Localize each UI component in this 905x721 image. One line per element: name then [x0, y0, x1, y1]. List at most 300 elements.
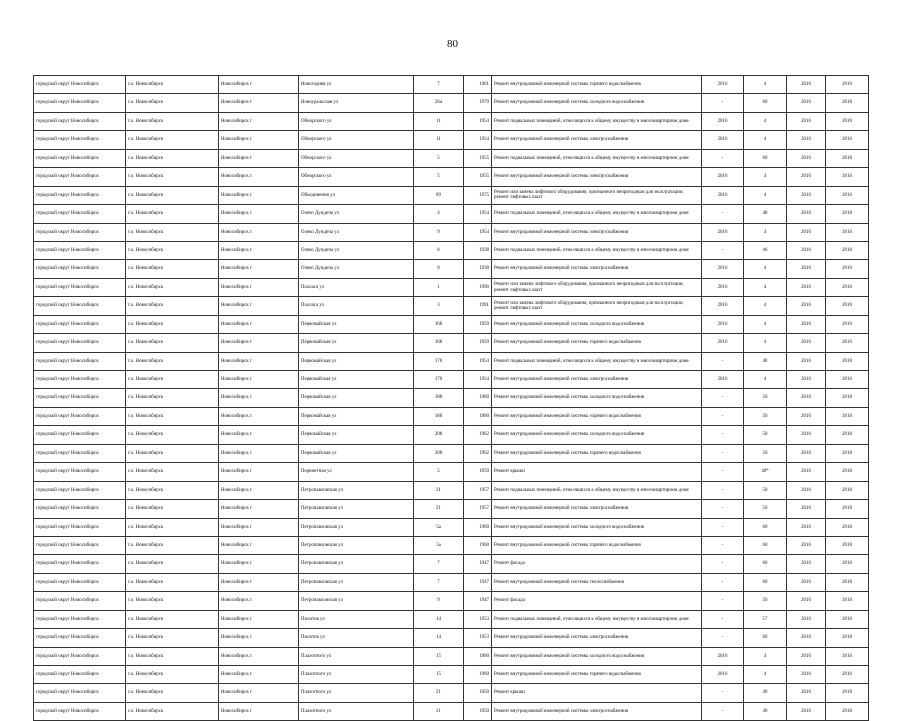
table-row — [34, 536, 869, 554]
build-year-cell: 1959 — [464, 334, 492, 352]
city-district-cell: г.о. Новосибирск — [126, 205, 219, 223]
locality-cell: Новосибирск г — [219, 94, 299, 112]
house-number-cell: 21 — [414, 500, 464, 518]
end-year-cell: 2016 — [826, 315, 869, 333]
end-year-cell: 2016 — [826, 168, 869, 186]
work-type-cell: Ремонт подвальных помещений, относящихся к общему имуществу в многоквартирном доме — [492, 205, 702, 223]
build-year-cell: 1990 — [464, 278, 492, 296]
work-type-cell: Ремонт подвальных помещений, относящихся к общему имуществу в многоквартирном доме — [492, 352, 702, 370]
work-type-cell: Ремонт подвальных помещений, относящихся к общему имуществу в многоквартирном доме — [492, 149, 702, 167]
municipality-cell: городской округ Новосибирск — [34, 371, 126, 389]
end-year-cell: 2016 — [826, 297, 869, 315]
table-row — [34, 315, 869, 333]
end-year-cell: 2018 — [826, 684, 869, 702]
build-year-cell: 1954 — [464, 131, 492, 149]
table-row — [34, 297, 869, 315]
work-type-cell: Ремонт подвальных помещений, относящихся к общему имуществу в многоквартирном доме — [492, 481, 702, 499]
locality-cell: Новосибирск г — [219, 702, 299, 720]
end-year-cell: 2018 — [826, 352, 869, 370]
plan-cost-cell: 2016 — [702, 666, 744, 684]
end-year-cell: 2016 — [826, 223, 869, 241]
street-cell: Петропавловская ул — [299, 500, 414, 518]
table-row — [34, 149, 869, 167]
quantity-cell: 60 — [744, 536, 787, 554]
locality-cell: Новосибирск г — [219, 610, 299, 628]
end-year-cell: 2016 — [826, 186, 869, 204]
build-year-cell: 1975 — [464, 186, 492, 204]
street-cell: Первомайская ул — [299, 407, 414, 425]
quantity-cell: 4 — [744, 371, 787, 389]
end-year-cell: 2016 — [826, 666, 869, 684]
start-year-cell: 2016 — [787, 352, 826, 370]
street-cell: Новогодняя ул — [299, 76, 414, 94]
house-number-cell: 170 — [414, 371, 464, 389]
plan-cost-cell: - — [702, 352, 744, 370]
locality-cell: Новосибирск г — [219, 315, 299, 333]
table-row — [34, 518, 869, 536]
start-year-cell: 2016 — [787, 260, 826, 278]
city-district-cell: г.о. Новосибирск — [126, 131, 219, 149]
quantity-cell: 4 — [744, 278, 787, 296]
street-cell: Палласа ул — [299, 297, 414, 315]
street-cell: Плахотного ул — [299, 666, 414, 684]
municipality-cell: городской округ Новосибирск — [34, 518, 126, 536]
municipality-cell: городской округ Новосибирск — [34, 629, 126, 647]
locality-cell: Новосибирск г — [219, 131, 299, 149]
house-number-cell: 5а — [414, 536, 464, 554]
city-district-cell: г.о. Новосибирск — [126, 149, 219, 167]
street-cell: Новоуральская ул — [299, 94, 414, 112]
municipality-cell: городской округ Новосибирск — [34, 444, 126, 462]
quantity-cell: 4 — [744, 647, 787, 665]
plan-cost-cell: - — [702, 500, 744, 518]
table-row — [34, 629, 869, 647]
start-year-cell: 2016 — [787, 131, 826, 149]
plan-cost-cell: - — [702, 407, 744, 425]
start-year-cell: 2016 — [787, 241, 826, 259]
work-type-cell: Ремонт крыши — [492, 463, 702, 481]
build-year-cell: 1979 — [464, 94, 492, 112]
municipality-cell: городской округ Новосибирск — [34, 426, 126, 444]
house-number-cell: 1 — [414, 278, 464, 296]
quantity-cell: 49 — [744, 684, 787, 702]
municipality-cell: городской округ Новосибирск — [34, 592, 126, 610]
quantity-cell: 50 — [744, 444, 787, 462]
end-year-cell: 2018 — [826, 573, 869, 591]
house-number-cell: 9 — [414, 223, 464, 241]
start-year-cell: 2016 — [787, 149, 826, 167]
municipality-cell: городской округ Новосибирск — [34, 334, 126, 352]
end-year-cell: 2016 — [826, 260, 869, 278]
start-year-cell: 2016 — [787, 94, 826, 112]
locality-cell: Новосибирск г — [219, 647, 299, 665]
municipality-cell: городской округ Новосибирск — [34, 407, 126, 425]
municipality-cell: городской округ Новосибирск — [34, 702, 126, 720]
build-year-cell: 1960 — [464, 407, 492, 425]
street-cell: Обнорского ул — [299, 112, 414, 130]
locality-cell: Новосибирск г — [219, 297, 299, 315]
plan-cost-cell: 2016 — [702, 371, 744, 389]
table-row — [34, 352, 869, 370]
work-type-cell: Ремонт или замена лифтового оборудования, признанного непригодным для эксплуатации, ремонт лифтовых шахт — [492, 297, 702, 315]
quantity-cell: 4 — [744, 666, 787, 684]
quantity-cell: 50 — [744, 592, 787, 610]
build-year-cell: 1959 — [464, 463, 492, 481]
plan-cost-cell: - — [702, 241, 744, 259]
work-type-cell: Ремонт внутридомовой инженерной системы горячего водоснабжения — [492, 536, 702, 554]
city-district-cell: г.о. Новосибирск — [126, 94, 219, 112]
locality-cell: Новосибирск г — [219, 555, 299, 573]
quantity-cell: 60 — [744, 629, 787, 647]
city-district-cell: г.о. Новосибирск — [126, 389, 219, 407]
city-district-cell: г.о. Новосибирск — [126, 426, 219, 444]
plan-cost-cell: - — [702, 702, 744, 720]
city-district-cell: г.о. Новосибирск — [126, 168, 219, 186]
house-number-cell: 11 — [414, 131, 464, 149]
work-type-cell: Ремонт внутридомовой инженерной системы горячего водоснабжения — [492, 407, 702, 425]
house-number-cell: 15 — [414, 647, 464, 665]
plan-cost-cell: - — [702, 463, 744, 481]
plan-cost-cell: - — [702, 684, 744, 702]
municipality-cell: городской округ Новосибирск — [34, 112, 126, 130]
table-row — [34, 131, 869, 149]
quantity-cell: 4 — [744, 334, 787, 352]
municipality-cell: городской округ Новосибирск — [34, 297, 126, 315]
start-year-cell: 2016 — [787, 168, 826, 186]
house-number-cell: 14 — [414, 629, 464, 647]
municipality-cell: городской округ Новосибирск — [34, 241, 126, 259]
city-district-cell: г.о. Новосибирск — [126, 352, 219, 370]
table-row — [34, 168, 869, 186]
municipality-cell: городской округ Новосибирск — [34, 389, 126, 407]
quantity-cell: 40* — [744, 463, 787, 481]
plan-cost-cell: 2016 — [702, 186, 744, 204]
city-district-cell: г.о. Новосибирск — [126, 463, 219, 481]
locality-cell: Новосибирск г — [219, 149, 299, 167]
build-year-cell: 1961 — [464, 76, 492, 94]
locality-cell: Новосибирск г — [219, 536, 299, 554]
table-row — [34, 278, 869, 296]
quantity-cell: 50 — [744, 407, 787, 425]
plan-cost-cell: - — [702, 610, 744, 628]
build-year-cell: 1953 — [464, 610, 492, 628]
quantity-cell: 60 — [744, 555, 787, 573]
house-number-cell: 168 — [414, 315, 464, 333]
street-cell: Петропавловская ул — [299, 555, 414, 573]
start-year-cell: 2016 — [787, 389, 826, 407]
end-year-cell: 2018 — [826, 555, 869, 573]
work-type-cell: Ремонт или замена лифтового оборудования, признанного непригодным для эксплуатации, ремонт лифтовых шахт — [492, 278, 702, 296]
table-body — [34, 76, 869, 721]
table-row — [34, 592, 869, 610]
table-row — [34, 334, 869, 352]
table-row — [34, 684, 869, 702]
table-row — [34, 573, 869, 591]
plan-cost-cell: 2016 — [702, 315, 744, 333]
work-type-cell: Ремонт внутридомовой инженерной системы холодного водоснабжения — [492, 389, 702, 407]
house-number-cell: 4 — [414, 205, 464, 223]
municipality-cell: городской округ Новосибирск — [34, 168, 126, 186]
end-year-cell: 2018 — [826, 610, 869, 628]
house-number-cell: 8 — [414, 260, 464, 278]
city-district-cell: г.о. Новосибирск — [126, 555, 219, 573]
end-year-cell: 2018 — [826, 407, 869, 425]
quantity-cell: 46 — [744, 241, 787, 259]
house-number-cell: 14 — [414, 610, 464, 628]
municipality-cell: городской округ Новосибирск — [34, 205, 126, 223]
build-year-cell: 1947 — [464, 592, 492, 610]
house-number-cell: 26а — [414, 94, 464, 112]
table-row — [34, 610, 869, 628]
work-type-cell: Ремонт внутридомовой инженерной системы горячего водоснабжения — [492, 76, 702, 94]
plan-cost-cell: 2016 — [702, 76, 744, 94]
locality-cell: Новосибирск г — [219, 500, 299, 518]
plan-cost-cell: 2016 — [702, 278, 744, 296]
house-number-cell: 7 — [414, 76, 464, 94]
table-row — [34, 555, 869, 573]
work-type-cell: Ремонт или замена лифтового оборудования, признанного непригодным для эксплуатации, ремонт лифтовых шахт — [492, 186, 702, 204]
plan-cost-cell: 2016 — [702, 131, 744, 149]
house-number-cell: 188 — [414, 407, 464, 425]
table-row — [34, 426, 869, 444]
locality-cell: Новосибирск г — [219, 241, 299, 259]
start-year-cell: 2016 — [787, 426, 826, 444]
start-year-cell: 2016 — [787, 334, 826, 352]
table-row — [34, 407, 869, 425]
locality-cell: Новосибирск г — [219, 407, 299, 425]
table-row — [34, 647, 869, 665]
municipality-cell: городской округ Новосибирск — [34, 352, 126, 370]
build-year-cell: 1991 — [464, 297, 492, 315]
work-type-cell: Ремонт внутридомовой инженерной системы горячего водоснабжения — [492, 444, 702, 462]
city-district-cell: г.о. Новосибирск — [126, 334, 219, 352]
locality-cell: Новосибирск г — [219, 444, 299, 462]
city-district-cell: г.о. Новосибирск — [126, 500, 219, 518]
end-year-cell: 2016 — [826, 112, 869, 130]
quantity-cell: 60 — [744, 518, 787, 536]
start-year-cell: 2016 — [787, 573, 826, 591]
work-type-cell: Ремонт внутридомовой инженерной системы электроснабжения — [492, 223, 702, 241]
street-cell: Олеко Дундича ул — [299, 260, 414, 278]
locality-cell: Новосибирск г — [219, 389, 299, 407]
work-type-cell: Ремонт внутридомовой инженерной системы электроснабжения — [492, 702, 702, 720]
quantity-cell: 4 — [744, 186, 787, 204]
plan-cost-cell: 2016 — [702, 260, 744, 278]
street-cell: Пилотов ул — [299, 610, 414, 628]
start-year-cell: 2016 — [787, 536, 826, 554]
street-cell: Плахотного ул — [299, 647, 414, 665]
locality-cell: Новосибирск г — [219, 573, 299, 591]
street-cell: Обнорского ул — [299, 131, 414, 149]
start-year-cell: 2016 — [787, 684, 826, 702]
locality-cell: Новосибирск г — [219, 205, 299, 223]
start-year-cell: 2016 — [787, 702, 826, 720]
table-row — [34, 112, 869, 130]
table-row — [34, 389, 869, 407]
quantity-cell: 50 — [744, 426, 787, 444]
house-number-cell: 21 — [414, 702, 464, 720]
start-year-cell: 2016 — [787, 186, 826, 204]
build-year-cell: 1938 — [464, 241, 492, 259]
build-year-cell: 1960 — [464, 647, 492, 665]
work-type-cell: Ремонт фасада — [492, 555, 702, 573]
end-year-cell: 2016 — [826, 334, 869, 352]
street-cell: Объединения ул — [299, 186, 414, 204]
municipality-cell: городской округ Новосибирск — [34, 76, 126, 94]
locality-cell: Новосибирск г — [219, 426, 299, 444]
plan-cost-cell: 2016 — [702, 647, 744, 665]
build-year-cell: 1950 — [464, 684, 492, 702]
work-type-cell: Ремонт внутридомовой инженерной системы горячего водоснабжения — [492, 666, 702, 684]
work-type-cell: Ремонт внутридомовой инженерной системы электроснабжения — [492, 168, 702, 186]
table-row — [34, 444, 869, 462]
build-year-cell: 1960 — [464, 536, 492, 554]
quantity-cell: 60 — [744, 573, 787, 591]
locality-cell: Новосибирск г — [219, 186, 299, 204]
build-year-cell: 1954 — [464, 112, 492, 130]
house-number-cell: 5 — [414, 168, 464, 186]
quantity-cell: 4 — [744, 76, 787, 94]
capital-repair-table — [33, 75, 869, 721]
street-cell: Петропавловская ул — [299, 481, 414, 499]
municipality-cell: городской округ Новосибирск — [34, 223, 126, 241]
quantity-cell: 4 — [744, 315, 787, 333]
municipality-cell: городской округ Новосибирск — [34, 94, 126, 112]
start-year-cell: 2016 — [787, 76, 826, 94]
build-year-cell: 1947 — [464, 573, 492, 591]
work-type-cell: Ремонт внутридомовой инженерной системы холодного водоснабжения — [492, 647, 702, 665]
start-year-cell: 2016 — [787, 223, 826, 241]
quantity-cell: 4 — [744, 223, 787, 241]
table-row — [34, 481, 869, 499]
street-cell: Первомайская ул — [299, 334, 414, 352]
municipality-cell: городской округ Новосибирск — [34, 278, 126, 296]
start-year-cell: 2016 — [787, 500, 826, 518]
street-cell: Пилотов ул — [299, 629, 414, 647]
end-year-cell: 2018 — [826, 500, 869, 518]
house-number-cell: 168 — [414, 334, 464, 352]
municipality-cell: городской округ Новосибирск — [34, 260, 126, 278]
start-year-cell: 2016 — [787, 112, 826, 130]
end-year-cell: 2018 — [826, 149, 869, 167]
locality-cell: Новосибирск г — [219, 684, 299, 702]
plan-cost-cell: 2016 — [702, 297, 744, 315]
table-row — [34, 205, 869, 223]
build-year-cell: 1955 — [464, 149, 492, 167]
house-number-cell: 8 — [414, 241, 464, 259]
city-district-cell: г.о. Новосибирск — [126, 536, 219, 554]
start-year-cell: 2016 — [787, 518, 826, 536]
street-cell: Первомайская ул — [299, 352, 414, 370]
house-number-cell: 3 — [414, 297, 464, 315]
locality-cell: Новосибирск г — [219, 629, 299, 647]
quantity-cell: 60 — [744, 149, 787, 167]
city-district-cell: г.о. Новосибирск — [126, 297, 219, 315]
start-year-cell: 2016 — [787, 555, 826, 573]
table-row — [34, 260, 869, 278]
start-year-cell: 2016 — [787, 592, 826, 610]
plan-cost-cell: - — [702, 573, 744, 591]
municipality-cell: городской округ Новосибирск — [34, 500, 126, 518]
quantity-cell: 48 — [744, 352, 787, 370]
house-number-cell: 5 — [414, 149, 464, 167]
street-cell: Петропавловская ул — [299, 518, 414, 536]
quantity-cell: 4 — [744, 168, 787, 186]
municipality-cell: городской округ Новосибирск — [34, 149, 126, 167]
quantity-cell: 50 — [744, 389, 787, 407]
street-cell: Переметная ул — [299, 463, 414, 481]
locality-cell: Новосибирск г — [219, 168, 299, 186]
municipality-cell: городской округ Новосибирск — [34, 684, 126, 702]
build-year-cell: 1953 — [464, 629, 492, 647]
end-year-cell: 2018 — [826, 536, 869, 554]
start-year-cell: 2016 — [787, 444, 826, 462]
work-type-cell: Ремонт внутридомовой инженерной системы холодного водоснабжения — [492, 94, 702, 112]
table-row — [34, 702, 869, 720]
quantity-cell: 50 — [744, 500, 787, 518]
house-number-cell: 15 — [414, 666, 464, 684]
build-year-cell: 1957 — [464, 481, 492, 499]
plan-cost-cell: - — [702, 205, 744, 223]
end-year-cell: 2016 — [826, 371, 869, 389]
city-district-cell: г.о. Новосибирск — [126, 592, 219, 610]
city-district-cell: г.о. Новосибирск — [126, 518, 219, 536]
table-row — [34, 463, 869, 481]
street-cell: Плахотного ул — [299, 684, 414, 702]
end-year-cell: 2018 — [826, 444, 869, 462]
table-row — [34, 186, 869, 204]
city-district-cell: г.о. Новосибирск — [126, 573, 219, 591]
build-year-cell: 1957 — [464, 500, 492, 518]
city-district-cell: г.о. Новосибирск — [126, 481, 219, 499]
end-year-cell: 2018 — [826, 592, 869, 610]
street-cell: Петропавловская ул — [299, 592, 414, 610]
quantity-cell: 4 — [744, 260, 787, 278]
build-year-cell: 1947 — [464, 555, 492, 573]
start-year-cell: 2016 — [787, 205, 826, 223]
house-number-cell: 21 — [414, 684, 464, 702]
house-number-cell: 188 — [414, 389, 464, 407]
table-row — [34, 666, 869, 684]
city-district-cell: г.о. Новосибирск — [126, 666, 219, 684]
city-district-cell: г.о. Новосибирск — [126, 223, 219, 241]
end-year-cell: 2018 — [826, 389, 869, 407]
work-type-cell: Ремонт внутридомовой инженерной системы холодного водоснабжения — [492, 315, 702, 333]
house-number-cell: 208 — [414, 444, 464, 462]
build-year-cell: 1960 — [464, 518, 492, 536]
house-number-cell: 5а — [414, 518, 464, 536]
city-district-cell: г.о. Новосибирск — [126, 407, 219, 425]
quantity-cell: 4 — [744, 131, 787, 149]
work-type-cell: Ремонт внутридомовой инженерной системы электроснабжения — [492, 131, 702, 149]
table-row — [34, 371, 869, 389]
city-district-cell: г.о. Новосибирск — [126, 76, 219, 94]
street-cell: Петропавловская ул — [299, 536, 414, 554]
municipality-cell: городской округ Новосибирск — [34, 463, 126, 481]
locality-cell: Новосибирск г — [219, 112, 299, 130]
work-type-cell: Ремонт подвальных помещений, относящихся к общему имуществу в многоквартирном доме — [492, 241, 702, 259]
locality-cell: Новосибирск г — [219, 481, 299, 499]
plan-cost-cell: - — [702, 389, 744, 407]
city-district-cell: г.о. Новосибирск — [126, 444, 219, 462]
work-type-cell: Ремонт фасада — [492, 592, 702, 610]
street-cell: Петропавловская ул — [299, 573, 414, 591]
plan-cost-cell: 2016 — [702, 168, 744, 186]
house-number-cell: 11 — [414, 112, 464, 130]
house-number-cell: 5 — [414, 463, 464, 481]
locality-cell: Новосибирск г — [219, 352, 299, 370]
street-cell: Первомайская ул — [299, 426, 414, 444]
